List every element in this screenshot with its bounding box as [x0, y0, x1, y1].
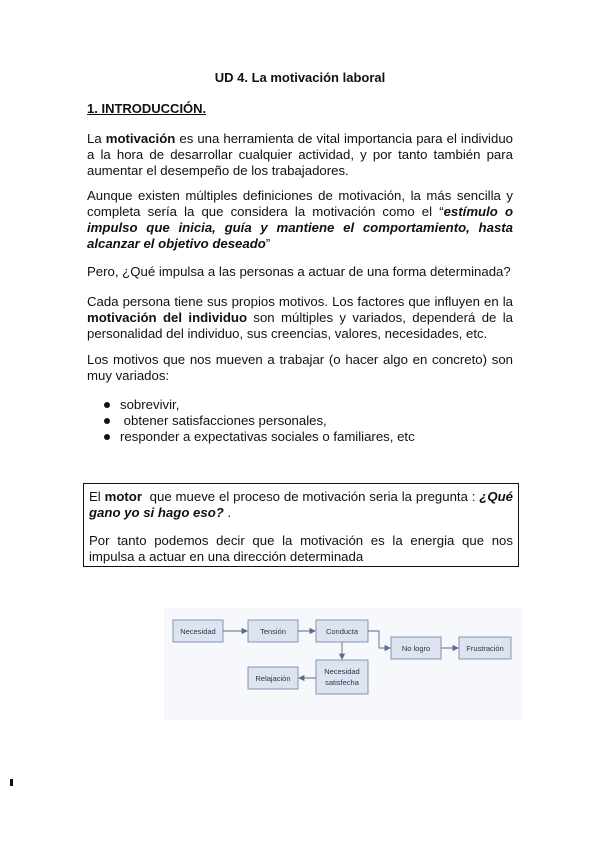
p4-text-pre: Cada persona tiene sus propios motivos. Los factores que influyen en la — [87, 294, 513, 309]
p4-text-post: son múltiples y variados, dependerá de la personalidad del individuo, sus creencias, valores, necesidades, etc. — [87, 310, 513, 341]
page-mark — [10, 779, 13, 786]
box-motor-text — [89, 489, 517, 521]
p2-text-post: ” — [265, 236, 271, 251]
box-conclusion-text: Por tanto podemos decir que la motivación es la energia que nos impulsa a actuar en una dirección determinada — [89, 533, 513, 564]
document-title: UD 4. La motivación laboral — [214, 70, 386, 85]
p1-text-post: es una herramienta de vital importancia para el individuo a la hora de desarrollar cualquier actividad, y por tanto también para aumentar el desempeño de los trabajadores. — [87, 131, 513, 178]
list-item-text: obtener satisfacciones personales, — [120, 413, 327, 428]
box-bold-term: motor — [104, 489, 142, 504]
p1-bold-term: motivación — [105, 131, 176, 146]
box-text-pre: El — [89, 489, 105, 504]
paragraph-question: Pero, ¿Qué impulsa a las personas a actuar de una forma determinada? — [87, 264, 511, 279]
bullet-icon — [104, 402, 110, 408]
node-relajacion-label: Relajación — [255, 674, 291, 683]
node-frustracion-label: Frustración — [466, 644, 504, 653]
bullet-icon — [104, 434, 110, 440]
list-item-text: sobrevivir, — [120, 397, 180, 412]
node-satisfecha-box — [316, 660, 368, 694]
node-tension-label: Tensión — [260, 627, 286, 636]
motives-list — [87, 397, 513, 445]
p1-text-pre: La — [87, 131, 106, 146]
node-satisfecha-label-1: Necesidad — [324, 667, 360, 676]
paragraph-factors — [87, 294, 513, 342]
paragraph-definition — [87, 188, 513, 252]
box-text-post: . — [223, 505, 232, 520]
paragraph-motives: Los motivos que nos mueven a trabajar (o hacer algo en concreto) son muy variados: — [87, 352, 513, 383]
motivation-process-diagram — [164, 608, 522, 720]
list-item — [87, 397, 513, 413]
node-satisfecha-label-2: satisfecha — [325, 678, 359, 687]
highlight-box — [83, 483, 519, 567]
paragraph-intro — [87, 131, 513, 179]
p2-text-pre: Aunque existen múltiples definiciones de motivación, la más sencilla y completa sería la que considera la motivación como el “ — [87, 188, 513, 219]
diagram-svg — [164, 608, 522, 720]
p2-definition-quote: estímulo o impulso que inicia, guía y mantiene el comportamiento, hasta alcanzar el objetivo deseado — [87, 204, 513, 251]
list-item-text: responder a expectativas sociales o familiares, etc — [120, 429, 415, 444]
box-question: ¿Qué gano yo si hago eso? — [89, 489, 517, 520]
list-item — [87, 429, 513, 445]
list-item — [87, 413, 513, 429]
section-heading: 1. INTRODUCCIÓN. — [87, 101, 207, 116]
box-text-mid: que mueve el proceso de motivación seria la pregunta : — [141, 489, 480, 504]
node-necesidad-label: Necesidad — [180, 627, 216, 636]
node-conducta-label: Conducta — [325, 627, 359, 636]
p4-bold-term: motivación del individuo — [87, 310, 248, 325]
bullet-icon — [104, 418, 110, 424]
node-no-logro-label: No logro — [401, 644, 431, 653]
